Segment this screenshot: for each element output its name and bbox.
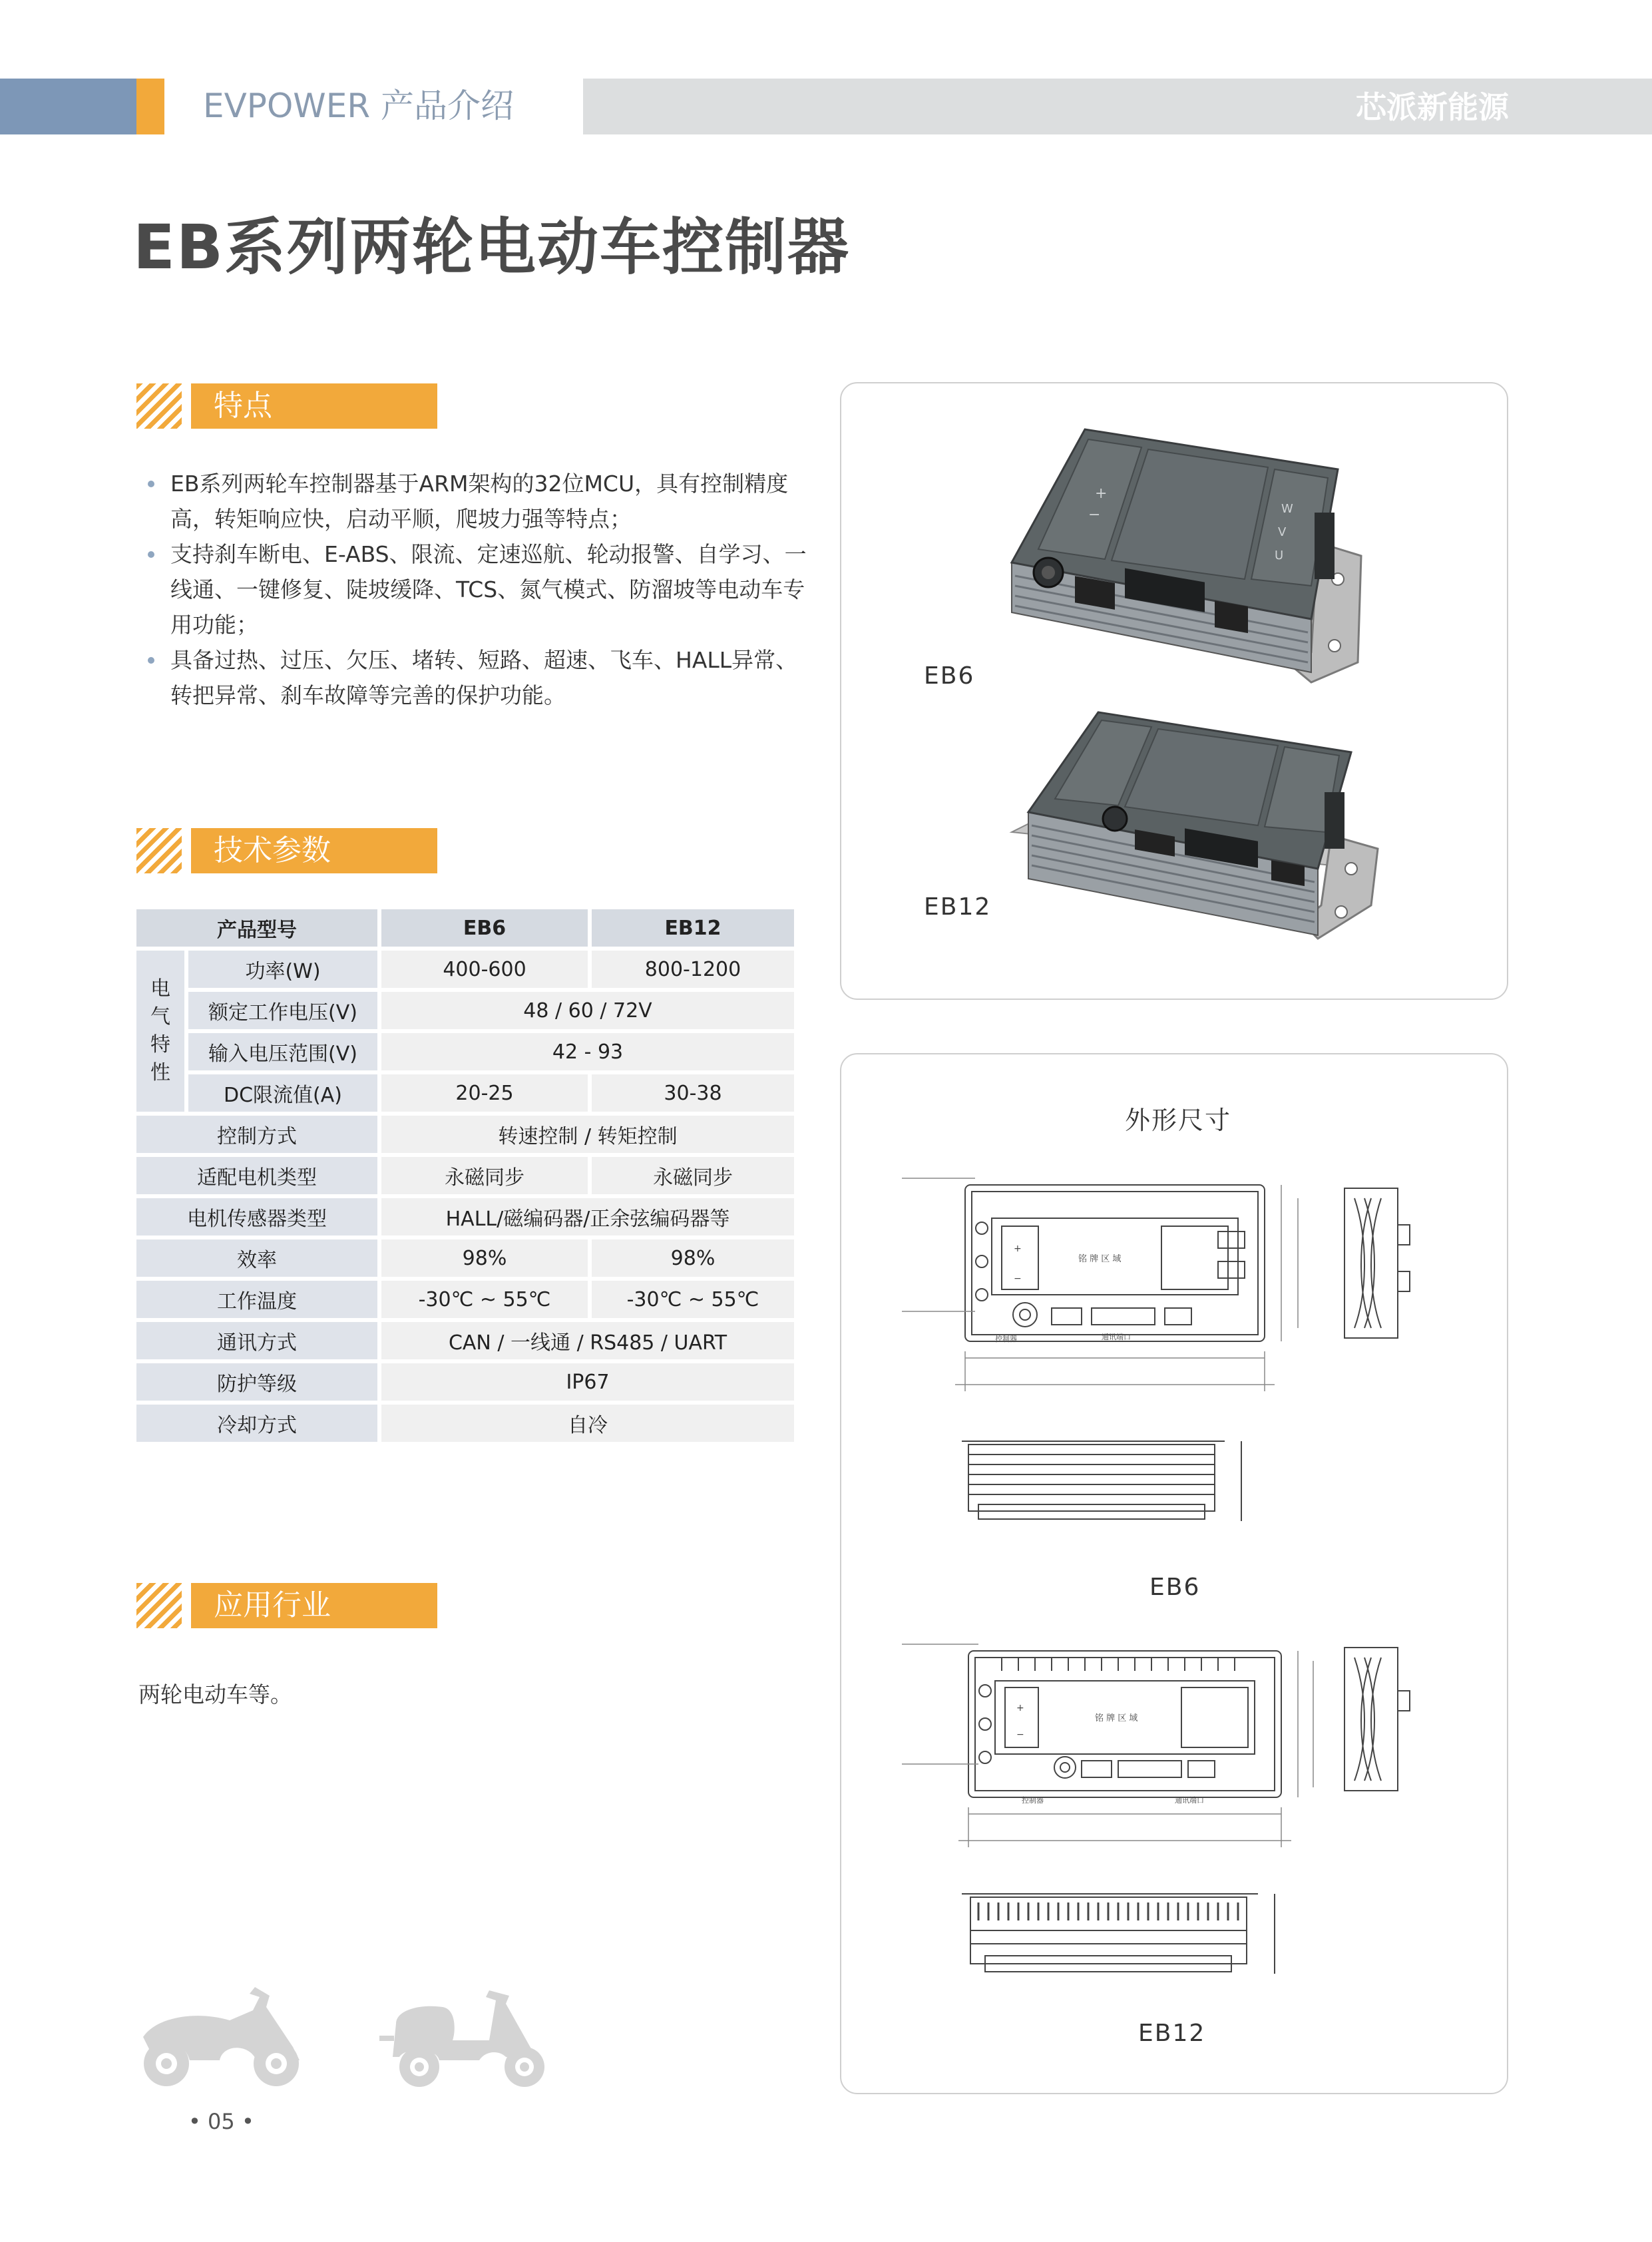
- table-row: [136, 1322, 798, 1363]
- table-row: [136, 1363, 798, 1405]
- dimensions-title: 外形尺寸: [1125, 1106, 1232, 1135]
- eb6-product-image: [998, 419, 1371, 686]
- svg-text:−: −: [1088, 507, 1101, 523]
- table-row: [136, 1116, 798, 1157]
- row-label: 控制方式: [136, 1116, 381, 1157]
- header-blue-block: [0, 79, 136, 134]
- cell-both: 42 - 93: [381, 1033, 798, 1074]
- header-eb6: EB6: [381, 909, 592, 951]
- page-number: • 05 •: [188, 2109, 254, 2134]
- comm-port-text: 通讯端口: [1102, 1333, 1131, 1341]
- svg-text:+: +: [1095, 485, 1108, 502]
- row-label: 电机传感器类型: [136, 1198, 381, 1239]
- specs-heading-stripes: [136, 828, 182, 873]
- features-heading-stripes: [136, 383, 182, 429]
- application-text: 两轮电动车等。: [138, 1682, 292, 1707]
- svg-text:W: W: [1281, 502, 1293, 516]
- cell-both: 48 / 60 / 72V: [381, 992, 798, 1033]
- row-label: 防护等级: [136, 1363, 381, 1405]
- eb6-side-view-drawing: [1341, 1185, 1414, 1345]
- specs-heading: 技术参数: [191, 828, 437, 873]
- cell-both: CAN / 一线通 / RS485 / UART: [381, 1322, 798, 1363]
- row-label: 输入电压范围(V): [188, 1033, 381, 1074]
- cell-eb6: -30℃ ~ 55℃: [381, 1281, 592, 1322]
- bullet-icon: [148, 481, 154, 487]
- cell-eb6: 永磁同步: [381, 1157, 592, 1198]
- table-row: [136, 992, 798, 1033]
- motor-scooter-icon: [136, 1984, 310, 2090]
- cell-both: HALL/磁编码器/正余弦编码器等: [381, 1198, 798, 1239]
- feature-text: 具备过热、过压、欠压、堵转、短路、超速、飞车、HALL异常、转把异常、刹车故障等完善的保护功能。: [170, 647, 798, 708]
- power-port-text: 控制器: [995, 1335, 1017, 1343]
- svg-text:V: V: [1278, 525, 1287, 539]
- header-eb12: EB12: [592, 909, 798, 951]
- cell-eb6: 20-25: [381, 1074, 592, 1116]
- electrical-group-label: [136, 951, 188, 1116]
- row-label: 通讯方式: [136, 1322, 381, 1363]
- table-row: [136, 1239, 798, 1281]
- eb12-drawing-label: EB12: [1138, 2020, 1206, 2047]
- eb12-top-view-drawing: [902, 1631, 1328, 1864]
- header-brand: 芯派新能源: [1356, 89, 1509, 125]
- label-area-text: 铭 牌 区 域: [1095, 1713, 1138, 1723]
- header-orange-block: [136, 79, 164, 134]
- row-label: 工作温度: [136, 1281, 381, 1322]
- table-row: [136, 1198, 798, 1239]
- group-char: 气: [150, 1005, 170, 1028]
- feature-item: [130, 466, 816, 537]
- bullet-icon: [148, 657, 154, 664]
- cell-eb6: 98%: [381, 1239, 592, 1281]
- eb6-top-view-drawing: [902, 1165, 1328, 1428]
- eb12-product-image: [998, 706, 1384, 952]
- row-label: 额定工作电压(V): [188, 992, 381, 1033]
- comm-port-text: 通讯端口: [1175, 1796, 1204, 1805]
- group-char: 特: [150, 1033, 170, 1056]
- row-label: 适配电机类型: [136, 1157, 381, 1198]
- minus-text: −: [1016, 1729, 1024, 1740]
- plus-text: +: [1016, 1703, 1024, 1713]
- bullet-icon: [148, 551, 154, 558]
- eb12-photo-label: EB12: [924, 893, 992, 921]
- svg-text:U: U: [1275, 549, 1284, 562]
- group-char: 电: [150, 977, 170, 1001]
- cell-eb12: 30-38: [592, 1074, 798, 1116]
- table-row: [136, 1405, 798, 1446]
- cell-eb12: 98%: [592, 1239, 798, 1281]
- eb12-side-view-drawing: [1341, 1644, 1414, 1797]
- cell-eb12: -30℃ ~ 55℃: [592, 1281, 798, 1322]
- row-label: 冷却方式: [136, 1405, 381, 1446]
- group-char: 性: [150, 1061, 170, 1084]
- cell-eb12: 永磁同步: [592, 1157, 798, 1198]
- application-heading-stripes: [136, 1583, 182, 1628]
- feature-text: EB系列两轮车控制器基于ARM架构的32位MCU，具有控制精度高，转矩响应快，启动平顺，爬坡力强等特点；: [170, 471, 789, 532]
- cell-eb12: 800-1200: [592, 951, 798, 992]
- cell-both: IP67: [381, 1363, 798, 1405]
- features-heading: 特点: [191, 383, 437, 429]
- table-row: [136, 1281, 798, 1322]
- feature-text: 支持刹车断电、E-ABS、限流、定速巡航、轮动报警、自学习、一线通、一键修复、陡坡缓降、TCS、氮气模式、防溜坡等电动车专用功能；: [170, 541, 807, 638]
- spec-table: [136, 909, 798, 1446]
- eb6-drawing-label: EB6: [1149, 1574, 1201, 1601]
- row-label: DC限流值(A): [188, 1074, 381, 1116]
- feature-item: [130, 537, 816, 642]
- features-list: [130, 466, 816, 713]
- label-area-text: 铭 牌 区 域: [1078, 1254, 1122, 1264]
- cell-both: 自冷: [381, 1405, 798, 1446]
- eb12-front-view-drawing: [958, 1884, 1305, 1984]
- e-scooter-icon: [379, 1984, 559, 2090]
- cell-eb6: 400-600: [381, 951, 592, 992]
- row-label: 效率: [136, 1239, 381, 1281]
- application-heading: 应用行业: [191, 1583, 437, 1628]
- power-port-text: 控制器: [1022, 1796, 1044, 1805]
- page-title: EB系列两轮电动车控制器: [133, 212, 850, 283]
- minus-text: −: [1014, 1273, 1022, 1284]
- cell-both: 转速控制 / 转矩控制: [381, 1116, 798, 1157]
- table-row: [136, 1074, 798, 1116]
- header-section-label: EVPOWER 产品介绍: [203, 87, 514, 125]
- table-row: [136, 1157, 798, 1198]
- header-label: 产品型号: [136, 909, 381, 951]
- eb6-photo-label: EB6: [924, 662, 975, 690]
- row-label: 功率(W): [188, 951, 381, 992]
- plus-text: +: [1014, 1243, 1022, 1254]
- table-row: [136, 951, 798, 992]
- feature-item: [130, 642, 816, 713]
- table-row: [136, 1033, 798, 1074]
- eb6-front-view-drawing: [958, 1431, 1271, 1531]
- table-header-row: [136, 909, 798, 951]
